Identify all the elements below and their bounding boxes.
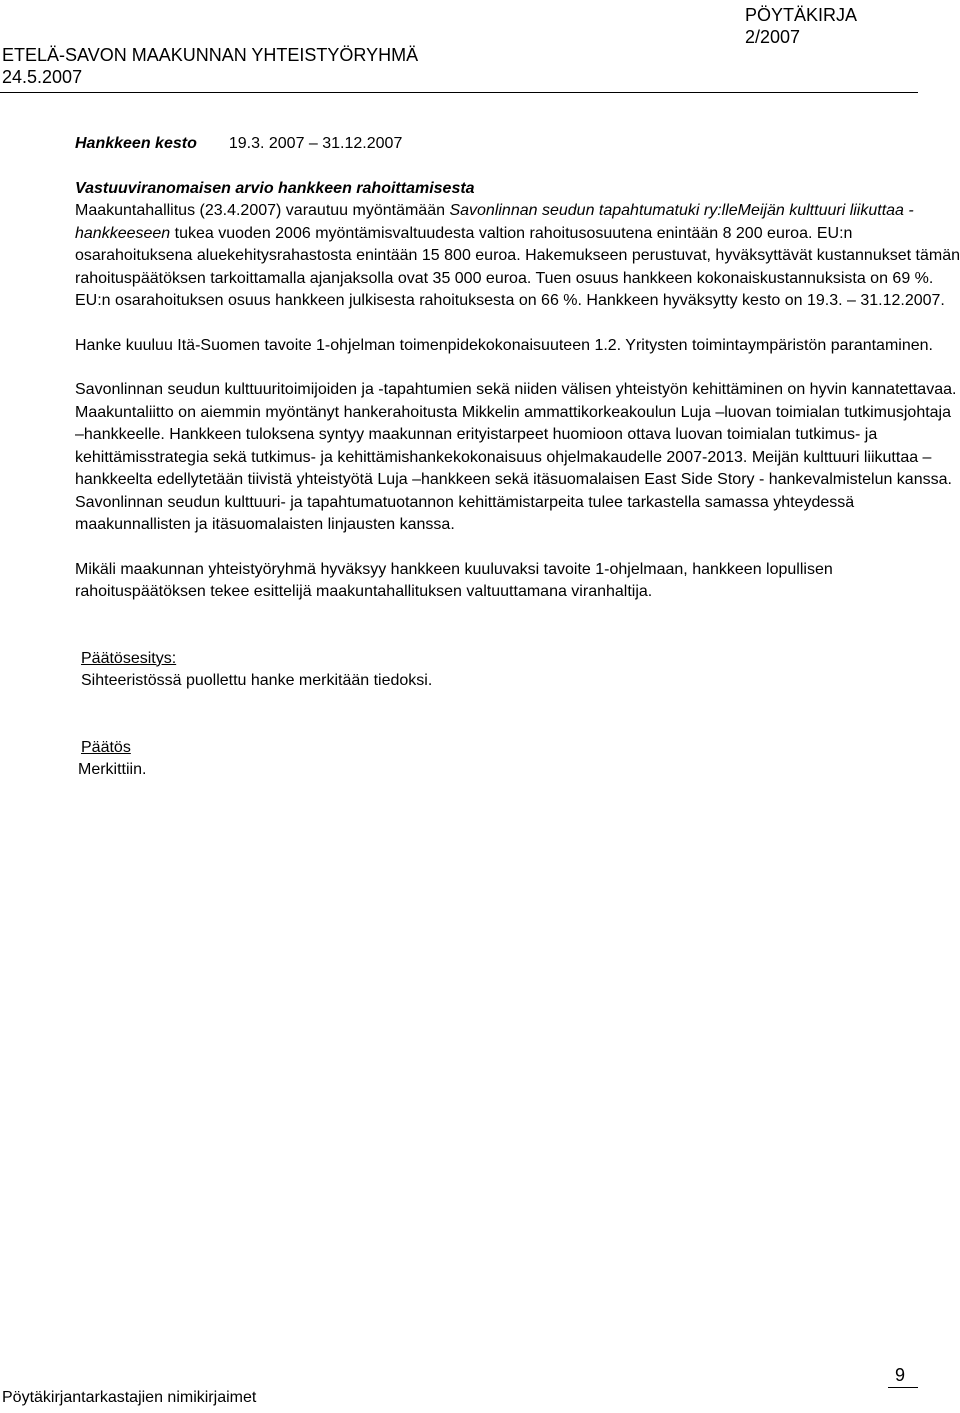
decision-label: Päätös bbox=[81, 738, 131, 756]
page-number: 9 bbox=[895, 1365, 906, 1385]
organization-name: ETELÄ-SAVON MAAKUNNAN YHTEISTYÖRYHMÄ bbox=[2, 45, 419, 65]
proposal-text: Sihteeristössä puollettu hanke merkitään tiedoksi. bbox=[81, 672, 433, 689]
duration-line bbox=[75, 133, 960, 156]
duration-value: 19.3. 2007 – 31.12.2007 bbox=[228, 135, 403, 152]
header-divider bbox=[0, 92, 918, 93]
document-body bbox=[75, 133, 960, 782]
signature-label: Pöytäkirjantarkastajien nimikirjaimet bbox=[2, 1389, 257, 1406]
duration-label: Hankkeen kesto bbox=[75, 135, 197, 152]
assessment-paragraph-3: Savonlinnan seudun kulttuuritoimijoiden ja -tapahtumien sekä niiden välisen yhteistyön kehittäminen on hyvin kannatettavaa. Maakuntaliitto on aiemmin myöntänyt hankerahoitusta Mikkelin ammattikorkeakoulun Luja –luovan toimialan tutkimusjohtaja –hankkeelle. Hankkeen tuloksena syntyy maakunnan erityistarpeet huomioon ottava luovan toimialan tutkimus- ja kehittämisstrategia sekä tutkimus- ja kehittämishankekokonaisuus ohjelmakaudelle 2007-2013. Meijän kulttuuri liikuttaa –hankkeelta edellytetään tiivistä yhteistyötä Luja –hankkeen sekä itäsuomalaisen East Side Story - hankevalmistelun kanssa. Savonlinnan seudun kulttuuri- ja tapahtumatuotannon kehittämistarpeita tulee tarkastella samassa yhteydessä maakunnallisten ja itäsuomalaisten linjausten kanssa. bbox=[75, 381, 957, 533]
proposal-label: Päätösesitys: bbox=[81, 649, 177, 667]
assessment-heading: Vastuuviranomaisen arvio hankkeen rahoittamisesta bbox=[75, 179, 475, 197]
footer-divider bbox=[888, 1387, 918, 1388]
document-number: 2/2007 bbox=[745, 27, 801, 47]
assessment-paragraph-4: Mikäli maakunnan yhteistyöryhmä hyväksyy hankkeen kuuluvaksi tavoite 1-ohjelmaan, hankkeen lopullisen rahoituspäätöksen tekee esittelijä maakuntahallituksen valtuuttamana viranhaltija. bbox=[75, 560, 833, 600]
document-type: PÖYTÄKIRJA bbox=[745, 5, 858, 25]
decision-text: Merkittiin. bbox=[78, 761, 147, 778]
meeting-date: 24.5.2007 bbox=[2, 67, 83, 87]
assessment-paragraph-1: Maakuntahallitus (23.4.2007) varautuu myöntämään Savonlinnan seudun tapahtumatuki ry:lleMeijän kulttuuri liikuttaa -hankkeeseen tukea vuoden 2006 myöntämisvaltuudesta valtion rahoitusosuutena enintään 8 200 euroa. EU:n osarahoituksena aluekehitysrahastosta enintään 15 800 euroa. Hakemukseen perustuvat, hyväksyttävät kustannukset tämän rahoituspäätöksen tarkoittamalla ajanjaksolla ovat 35 000 euroa. Tuen osuus hankkeen kokonaiskustannuksista on 69 %. EU:n osarahoituksen osuus hankkeen julkisesta rahoituksesta on 66 %. Hankkeen hyväksytty kesto on 19.3. – 31.12.2007. bbox=[75, 202, 960, 309]
assessment-paragraph-2: Hanke kuuluu Itä-Suomen tavoite 1-ohjelman toimenpidekokonaisuuteen 1.2. Yritysten toimintaympäristön parantaminen. bbox=[75, 336, 933, 354]
